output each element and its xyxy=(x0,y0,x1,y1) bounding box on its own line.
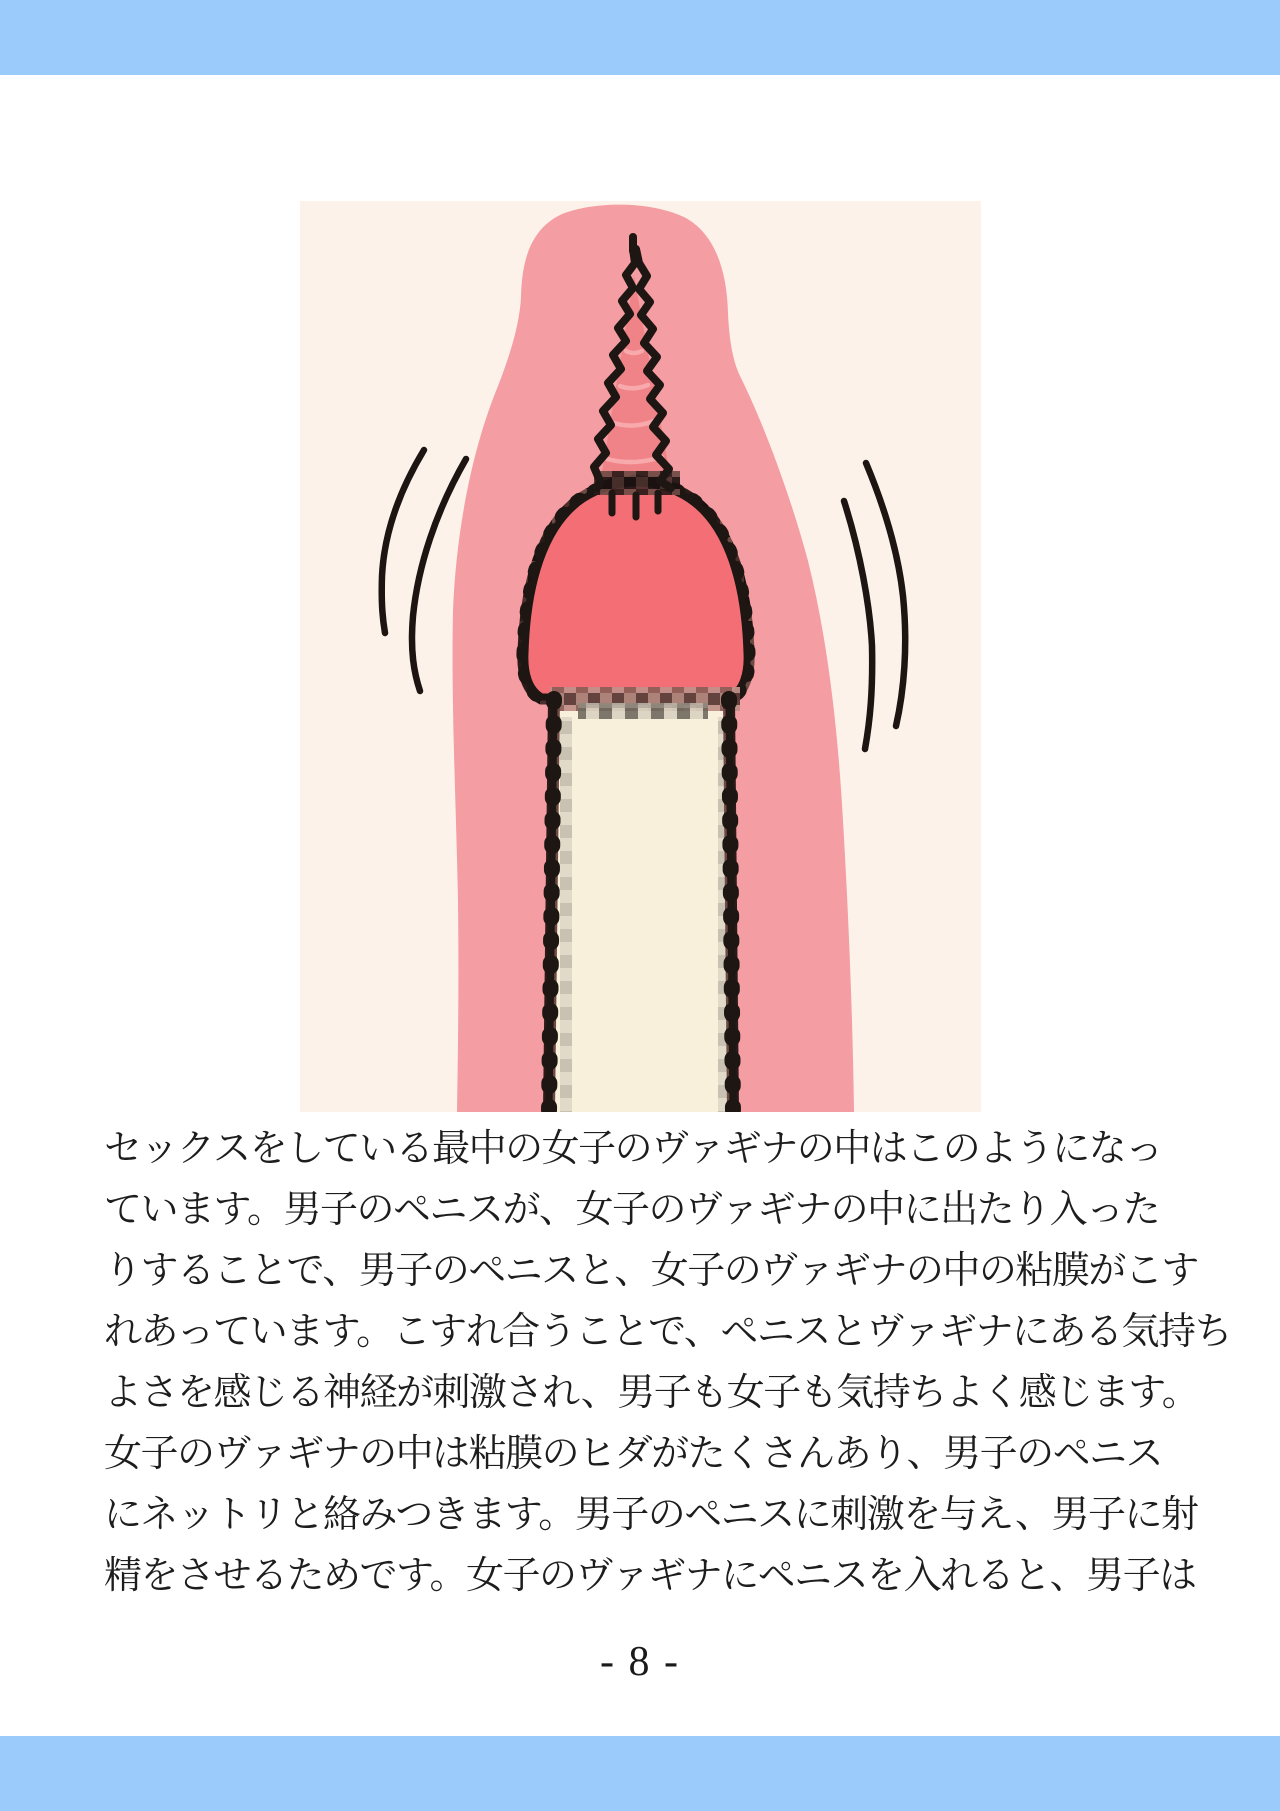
top-border-band xyxy=(0,0,1280,75)
shaft-left-mosaic-strip xyxy=(560,717,572,1112)
body-text-line: セックスをしている最中の女子のヴァギナの中はこのようになっ xyxy=(104,1126,1162,1170)
body-text-line: 精をさせるためです。女子のヴァギナにペニスを入れると、男子は xyxy=(104,1553,1196,1597)
body-text-line: ています。男子のペニスが、女子のヴァギナの中に出たり入った xyxy=(104,1187,1160,1231)
shaft-left-outline xyxy=(549,699,554,1112)
body-text-line: れあっています。こすれ合うことで、ペニスとヴァギナにある気持ち xyxy=(104,1309,1231,1353)
bottom-border-band xyxy=(0,1736,1280,1811)
shaft-body xyxy=(550,693,732,1112)
shaft-right-outline xyxy=(729,699,733,1112)
anatomy-cross-section-illustration xyxy=(300,201,981,1112)
body-text-line: りすることで、男子のペニスと、女子のヴァギナの中の粘膜がこす xyxy=(104,1248,1198,1292)
illustration-canvas xyxy=(300,201,981,1112)
shaft-top-mosaic xyxy=(578,703,708,719)
body-text-paragraph xyxy=(104,1118,1231,1606)
page-number: - 8 - xyxy=(600,1639,680,1685)
shaft xyxy=(549,687,740,1112)
body-text-line: 女子のヴァギナの中は粘膜のヒダがたくさんあり、男子のペニス xyxy=(104,1431,1163,1475)
body-text-line: よさを感じる神経が刺激され、男子も女子も気持ちよく感じます。 xyxy=(104,1370,1199,1414)
body-text-line: にネットリと絡みつきます。男子のペニスに刺激を与え、男子に射 xyxy=(104,1492,1198,1536)
